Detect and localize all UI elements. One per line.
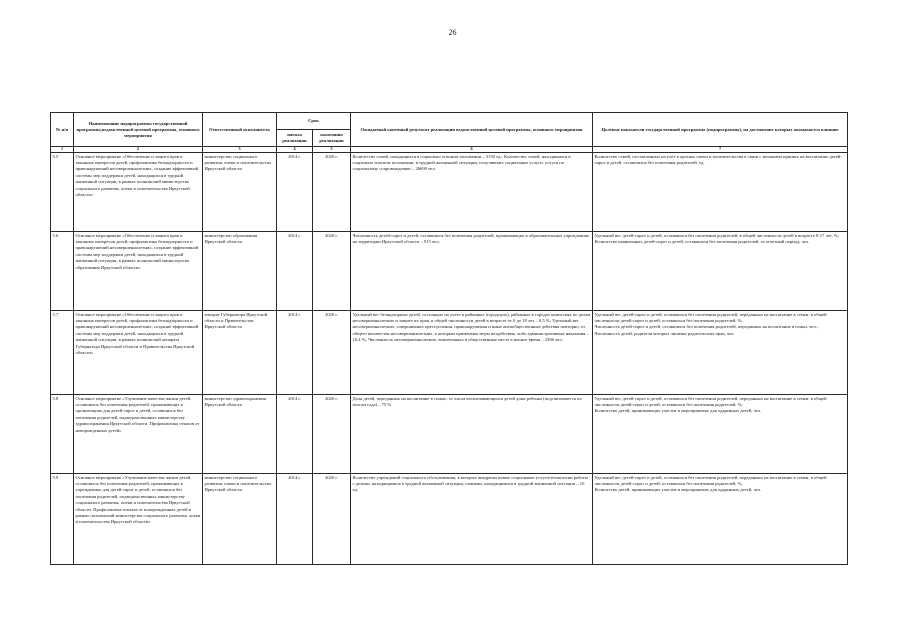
row-start-date: 2014 г. xyxy=(277,310,313,394)
row-indicators xyxy=(593,231,848,310)
row-number: 5.8 xyxy=(51,394,74,473)
program-table xyxy=(50,112,848,565)
row-number: 5.6 xyxy=(51,231,74,310)
row-measure-name: Основное мероприятие «Обеспечение и защита прав и законных интересов детей, профилактика безнадзорности и правонарушений несовершеннолетних, создание эффективной системы мер поддержки детей, находящихся в трудной жизненной ситуации, в рамках полномочий министерства образования Иркутской области» xyxy=(74,231,203,310)
row-measure-name: Основное мероприятие «Обеспечение и защита прав и законных интересов детей, профилактика безнадзорности и правонарушений несовершеннолетних, создание эффективной системы мер поддержки детей, находящихся в трудной жизненной ситуации, в рамках полномочий министерства социального развития, опеки и попечительства Иркутской области» xyxy=(74,152,203,231)
row-end-date: 2020 г. xyxy=(313,394,351,473)
table-row xyxy=(51,473,848,564)
column-number: 6 xyxy=(351,147,593,153)
row-executor: аппарат Губернатора Иркутской области и Правительства Иркутской области xyxy=(203,310,277,394)
header-term-end: окончания реализации xyxy=(313,130,351,147)
row-expected-result: Количество учреждений социального обслуживания, в которых внедрены новые социальные услуги/технологии работы с детьми, находящимися в трудной жизненной ситуации, семьями, находящимися в трудной жизненной ситуации – 10 ед. xyxy=(351,473,593,564)
column-number: 1 xyxy=(51,147,74,153)
header-executor: Ответственный исполнитель xyxy=(203,113,277,147)
row-measure-name: Основное мероприятие «Улучшение качества жизни детей, оставшихся без попечения родителей, проживающих в учреждениях для детей-сирот и детей, оставшихся без попечения родителей, подведомственных министерству социального развития, опеки и попечительства Иркутской области. Профилактика отказов от новорожденных детей в рамках полномочий министерства социального развития, опеки и попечительства Иркутской области» xyxy=(74,473,203,564)
row-measure-name: Основное мероприятие «Улучшение качества жизни детей, оставшихся без попечения родителей, проживающих в организациях для детей-сирот и детей, оставшихся без попечения родителей, подведомственных министерству здравоохранения Иркутской области. Профилактика отказов от новорожденных детей» xyxy=(74,394,203,473)
indicator-item: Количество семей, поставленных на учет в органах опеки и попечительства в связи с желанием принять на воспитание детей-сирот и детей, оставшихся без попечения родителей, ед. xyxy=(594,153,842,165)
indicator-item: Количество выявленных детей-сирот и детей, оставшихся без попечения родителей, за отчетный период, чел. xyxy=(594,238,810,244)
row-executor: министерство здравоохранения Иркутской области xyxy=(203,394,277,473)
indicator-item: Количество детей, принимающих участие в мероприятиях для одаренных детей, чел. xyxy=(594,487,762,493)
header-indicators: Целевые показатели государственной программы (подпрограммы), на достижение которых оказывается влияние xyxy=(593,113,848,147)
indicator-item: Удельный вес детей-сирот и детей, оставшихся без попечения родителей, в общей численности детей в возрасте 0-17 лет, %; xyxy=(594,232,839,238)
header-name: Наименование подпрограммы государственной программы,ведомственной целевой программы, основного мероприятия xyxy=(74,113,203,147)
indicator-item: Удельный вес детей-сирот и детей, оставшихся без попечения родителей, переданных на воспитание в семьи, в общей численности детей-сирот и детей, оставшихся без попечения родителей, %; xyxy=(594,395,827,407)
row-end-date: 2020 г. xyxy=(313,473,351,564)
row-start-date: 2014 г. xyxy=(277,231,313,310)
row-indicators xyxy=(593,394,848,473)
row-end-date: 2020 г. xyxy=(313,152,351,231)
row-indicators xyxy=(593,152,848,231)
row-expected-result: Численность детей-сирот и детей, оставшихся без попечения родителей, проживающих в образовательных учреждениях на территории Иркутской области – 915 чел. xyxy=(351,231,593,310)
row-end-date: 2020 г. xyxy=(313,310,351,394)
row-indicators xyxy=(593,473,848,564)
indicator-item: Удельный вес детей-сирот и детей, оставшихся без попечения родителей, переданных на воспитание в семьи, в общей численности детей-сирот и детей, оставшихся без попечения родителей, %; xyxy=(594,311,827,323)
header-num: № п/п xyxy=(51,113,74,147)
table-row xyxy=(51,231,848,310)
column-number: 3 xyxy=(203,147,277,153)
row-indicators xyxy=(593,310,848,394)
column-number: 5 xyxy=(313,147,351,153)
header-term-start: начала реализации xyxy=(277,130,313,147)
table-row xyxy=(51,394,848,473)
column-number: 2 xyxy=(74,147,203,153)
row-executor: министерство социального развития, опеки и попечительства Иркутской области xyxy=(203,152,277,231)
header-row xyxy=(51,113,848,130)
row-expected-result: Доля детей, переданных на воспитание в семью, от числа воспитывающихся детей дома ребенка (подсчитывается по итогам года) – 75 % xyxy=(351,394,593,473)
indicator-item: Удельный вес детей-сирот и детей, оставшихся без попечения родителей, переданных на воспитание в семьи, в общей численности детей-сирот и детей, оставшихся без попечения родителей, %; xyxy=(594,474,827,486)
indicator-item: Количество детей, принимающих участие в мероприятиях для одаренных детей, чел. xyxy=(594,408,762,414)
row-expected-result: Удельный вес безнадзорных детей, состоящих на учете в районных (городских), районных в городах комиссиях по делам несовершеннолетних и защите их прав, в общей численности детей в возрасте от 0 до 18 лет – 0,5 %; Удельный вес несовершеннолетних, совершивших преступления, правонарушения и иные антиобщественные действия повторно, от общего количества несовершеннолетних, к которым применены меры воздействия, либо административные наказания – 16,4 %; Численность несовершеннолетних, вовлеченных в общественные места в ночное время – 2396 чел. xyxy=(351,310,593,394)
indicator-item: Численность детей, родители которых лишены родительских прав, чел. xyxy=(594,330,735,336)
row-measure-name: Основное мероприятие «Обеспечение и защита прав и законных интересов детей, профилактика безнадзорности и правонарушений несовершеннолетних, создание эффективной системы мер поддержки детей, находящихся в трудной жизненной ситуации, в рамках полномочий аппарата Губернатора Иркутской области и Правительства Иркутской области» xyxy=(74,310,203,394)
row-start-date: 2014 г. xyxy=(277,473,313,564)
row-executor: министерство социального развития, опеки и попечительства Иркутской области xyxy=(203,473,277,564)
row-start-date: 2014 г. xyxy=(277,394,313,473)
table-row xyxy=(51,310,848,394)
row-executor: министерство образования Иркутской области xyxy=(203,231,277,310)
row-start-date: 2014 г. xyxy=(277,152,313,231)
header-result: Ожидаемый конечный результат реализации ведомственной целевой программы, основного мероприятия xyxy=(351,113,593,147)
row-expected-result: Количество семей, находящихся в социально опасном положении – 3150 ед.; Количество семей, находящихся в социально опасном положении, в трудной жизненной ситуации, получивших социальные услуги, услуги по социальному сопровождению – 26690 чел. xyxy=(351,152,593,231)
column-number: 4 xyxy=(277,147,313,153)
row-number: 5.5 xyxy=(51,152,74,231)
header-term: Срок xyxy=(277,113,351,130)
column-number: 7 xyxy=(593,147,848,153)
row-number: 5.9 xyxy=(51,473,74,564)
page-number: 26 xyxy=(448,28,457,37)
indicator-item: Численность детей-сирот и детей, оставшихся без попечения родителей, переданных на воспитание в семьи, чел.; xyxy=(594,324,819,330)
table-row xyxy=(51,152,848,231)
row-number: 5.7 xyxy=(51,310,74,394)
row-end-date: 2020 г. xyxy=(313,231,351,310)
